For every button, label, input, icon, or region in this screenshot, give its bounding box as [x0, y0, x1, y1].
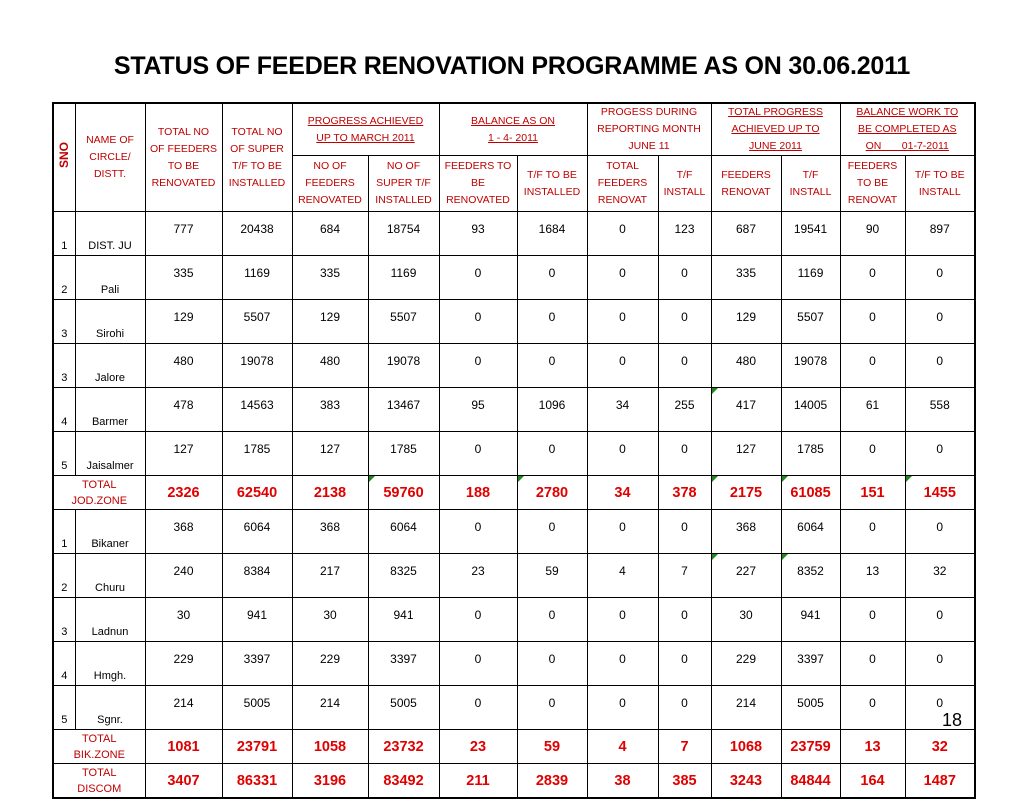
value-cell: 1169	[368, 256, 439, 300]
value-cell: 478	[145, 388, 222, 432]
sno-cell: 1	[53, 510, 75, 554]
district-name-cell: Hmgh.	[75, 642, 145, 686]
total-label: TOTAL JOD.ZONE	[53, 476, 145, 510]
value-cell: 2175	[711, 476, 781, 510]
value-cell: 129	[292, 300, 368, 344]
page-number: 18	[941, 710, 962, 730]
value-cell: 558	[905, 388, 975, 432]
value-cell: 3196	[292, 764, 368, 799]
value-cell: 19078	[368, 344, 439, 388]
value-cell: 0	[905, 344, 975, 388]
balance-work-header: BALANCE WORK TO BE COMPLETED AS ON 01-7-2011	[840, 103, 975, 156]
value-cell: 0	[587, 432, 658, 476]
value-cell: 480	[292, 344, 368, 388]
value-cell: 19541	[781, 212, 840, 256]
subheader-cell: TOTAL FEEDERS RENOVAT	[587, 156, 658, 212]
value-cell: 0	[840, 432, 905, 476]
sno-cell: 4	[53, 388, 75, 432]
value-cell: 1169	[222, 256, 292, 300]
value-cell: 0	[439, 686, 517, 730]
district-name-cell: Sirohi	[75, 300, 145, 344]
value-cell: 6064	[222, 510, 292, 554]
subheader-cell: FEEDERS TO BE RENOVATED	[439, 156, 517, 212]
table-row	[53, 642, 975, 686]
value-cell: 378	[658, 476, 711, 510]
value-cell: 6064	[781, 510, 840, 554]
value-cell: 19078	[222, 344, 292, 388]
sno-cell: 2	[53, 256, 75, 300]
value-cell: 1169	[781, 256, 840, 300]
table-body	[53, 212, 975, 799]
value-cell: 23732	[368, 730, 439, 764]
value-cell: 480	[145, 344, 222, 388]
value-cell: 8384	[222, 554, 292, 598]
value-cell: 0	[905, 300, 975, 344]
value-cell: 777	[145, 212, 222, 256]
value-cell: 0	[658, 510, 711, 554]
value-cell: 0	[587, 300, 658, 344]
value-cell: 13	[840, 554, 905, 598]
value-cell: 0	[658, 300, 711, 344]
sno-cell: 3	[53, 598, 75, 642]
value-cell: 687	[711, 212, 781, 256]
value-cell: 211	[439, 764, 517, 799]
value-cell: 0	[517, 642, 587, 686]
subheader-cell: T/F INSTALL	[658, 156, 711, 212]
value-cell: 30	[711, 598, 781, 642]
value-cell: 0	[439, 510, 517, 554]
value-cell: 5507	[368, 300, 439, 344]
value-cell: 4	[587, 554, 658, 598]
value-cell: 684	[292, 212, 368, 256]
sno-cell: 3	[53, 300, 75, 344]
value-cell: 5005	[368, 686, 439, 730]
value-cell: 0	[840, 344, 905, 388]
value-cell: 335	[711, 256, 781, 300]
sno-cell: 5	[53, 432, 75, 476]
value-cell: 61	[840, 388, 905, 432]
progress-march-header: PROGRESS ACHIEVED UP TO MARCH 2011	[292, 103, 439, 156]
value-cell: 2839	[517, 764, 587, 799]
table-header	[53, 103, 975, 212]
value-cell: 0	[905, 598, 975, 642]
table-row	[53, 300, 975, 344]
value-cell: 93	[439, 212, 517, 256]
value-cell: 227	[711, 554, 781, 598]
subheader-cell: FEEDERS TO BE RENOVAT	[840, 156, 905, 212]
sno-cell: 1	[53, 212, 75, 256]
value-cell: 0	[439, 344, 517, 388]
value-cell: 20438	[222, 212, 292, 256]
total-feeders-header: TOTAL NO OF FEEDERS TO BE RENOVATED	[145, 103, 222, 212]
value-cell: 23	[439, 730, 517, 764]
table-row	[53, 344, 975, 388]
value-cell: 5507	[222, 300, 292, 344]
slide-title: STATUS OF FEEDER RENOVATION PROGRAMME AS ON 30.06.2011	[113, 52, 911, 80]
value-cell: 5005	[781, 686, 840, 730]
table-row	[53, 432, 975, 476]
value-cell: 229	[145, 642, 222, 686]
total-tf-header: TOTAL NO OF SUPER T/F TO BE INSTALLED	[222, 103, 292, 212]
value-cell: 1068	[711, 730, 781, 764]
table-row	[53, 256, 975, 300]
value-cell: 3243	[711, 764, 781, 799]
value-cell: 62540	[222, 476, 292, 510]
value-cell: 335	[292, 256, 368, 300]
value-cell: 14563	[222, 388, 292, 432]
value-cell: 30	[292, 598, 368, 642]
value-cell: 383	[292, 388, 368, 432]
sno-header: SNO	[53, 103, 75, 212]
value-cell: 214	[292, 686, 368, 730]
value-cell: 5507	[781, 300, 840, 344]
table-row	[53, 686, 975, 730]
value-cell: 941	[368, 598, 439, 642]
value-cell: 7	[658, 730, 711, 764]
value-cell: 123	[658, 212, 711, 256]
value-cell: 240	[145, 554, 222, 598]
value-cell: 14005	[781, 388, 840, 432]
district-name-cell: Sgnr.	[75, 686, 145, 730]
total-row	[53, 764, 975, 799]
value-cell: 0	[658, 642, 711, 686]
value-cell: 0	[439, 598, 517, 642]
total-label: TOTAL DISCOM	[53, 764, 145, 799]
value-cell: 941	[222, 598, 292, 642]
value-cell: 0	[840, 300, 905, 344]
value-cell: 34	[587, 388, 658, 432]
value-cell: 1096	[517, 388, 587, 432]
sno-cell: 5	[53, 686, 75, 730]
total-label: TOTAL BIK.ZONE	[53, 730, 145, 764]
value-cell: 0	[840, 510, 905, 554]
value-cell: 0	[840, 686, 905, 730]
table-row	[53, 510, 975, 554]
value-cell: 61085	[781, 476, 840, 510]
value-cell: 127	[711, 432, 781, 476]
value-cell: 335	[145, 256, 222, 300]
value-cell: 1785	[222, 432, 292, 476]
balance-april-header: BALANCE AS ON 1 - 4- 2011	[439, 103, 587, 156]
district-name-cell: Barmer	[75, 388, 145, 432]
table-row	[53, 554, 975, 598]
value-cell: 0	[587, 344, 658, 388]
value-cell: 0	[658, 256, 711, 300]
value-cell: 7	[658, 554, 711, 598]
value-cell: 0	[905, 256, 975, 300]
value-cell: 127	[292, 432, 368, 476]
value-cell: 0	[905, 686, 975, 730]
value-cell: 1058	[292, 730, 368, 764]
value-cell: 0	[905, 642, 975, 686]
value-cell: 95	[439, 388, 517, 432]
value-cell: 0	[840, 642, 905, 686]
value-cell: 1785	[781, 432, 840, 476]
value-cell: 0	[439, 256, 517, 300]
feeder-status-table	[52, 102, 976, 799]
value-cell: 8352	[781, 554, 840, 598]
value-cell: 0	[517, 300, 587, 344]
value-cell: 0	[587, 510, 658, 554]
subheader-cell: T/F INSTALL	[781, 156, 840, 212]
value-cell: 164	[840, 764, 905, 799]
value-cell: 1081	[145, 730, 222, 764]
value-cell: 0	[517, 510, 587, 554]
value-cell: 86331	[222, 764, 292, 799]
table-row	[53, 388, 975, 432]
value-cell: 229	[292, 642, 368, 686]
sno-cell: 3	[53, 344, 75, 388]
value-cell: 30	[145, 598, 222, 642]
value-cell: 0	[840, 598, 905, 642]
district-name-cell: Jaisalmer	[75, 432, 145, 476]
value-cell: 385	[658, 764, 711, 799]
value-cell: 59	[517, 554, 587, 598]
value-cell: 1684	[517, 212, 587, 256]
subheader-cell: T/F TO BE INSTALLED	[517, 156, 587, 212]
value-cell: 23759	[781, 730, 840, 764]
value-cell: 0	[439, 642, 517, 686]
value-cell: 3397	[368, 642, 439, 686]
value-cell: 229	[711, 642, 781, 686]
value-cell: 151	[840, 476, 905, 510]
value-cell: 4	[587, 730, 658, 764]
value-cell: 0	[658, 344, 711, 388]
subheader-cell: T/F TO BE INSTALL	[905, 156, 975, 212]
total-progress-header: TOTAL PROGRESS ACHIEVED UP TO JUNE 2011	[711, 103, 840, 156]
value-cell: 480	[711, 344, 781, 388]
district-name-cell: Churu	[75, 554, 145, 598]
sno-cell: 4	[53, 642, 75, 686]
value-cell: 90	[840, 212, 905, 256]
value-cell: 897	[905, 212, 975, 256]
value-cell: 941	[781, 598, 840, 642]
value-cell: 0	[587, 598, 658, 642]
value-cell: 32	[905, 554, 975, 598]
value-cell: 83492	[368, 764, 439, 799]
value-cell: 0	[439, 300, 517, 344]
value-cell: 1785	[368, 432, 439, 476]
value-cell: 0	[517, 686, 587, 730]
sno-cell: 2	[53, 554, 75, 598]
total-row	[53, 730, 975, 764]
value-cell: 127	[145, 432, 222, 476]
value-cell: 368	[711, 510, 781, 554]
value-cell: 368	[145, 510, 222, 554]
value-cell: 0	[658, 432, 711, 476]
value-cell: 23	[439, 554, 517, 598]
value-cell: 3397	[781, 642, 840, 686]
value-cell: 38	[587, 764, 658, 799]
district-name-cell: DIST. JU	[75, 212, 145, 256]
value-cell: 8325	[368, 554, 439, 598]
value-cell: 18754	[368, 212, 439, 256]
value-cell: 0	[439, 432, 517, 476]
district-name-cell: Ladnun	[75, 598, 145, 642]
value-cell: 0	[905, 510, 975, 554]
value-cell: 2780	[517, 476, 587, 510]
value-cell: 255	[658, 388, 711, 432]
value-cell: 1487	[905, 764, 975, 799]
district-name-cell: Jalore	[75, 344, 145, 388]
table-row	[53, 212, 975, 256]
value-cell: 129	[711, 300, 781, 344]
table-row	[53, 598, 975, 642]
value-cell: 214	[711, 686, 781, 730]
value-cell: 19078	[781, 344, 840, 388]
value-cell: 0	[517, 344, 587, 388]
subheader-cell: FEEDERS RENOVAT	[711, 156, 781, 212]
value-cell: 0	[587, 256, 658, 300]
value-cell: 0	[587, 212, 658, 256]
district-name-cell: Pali	[75, 256, 145, 300]
value-cell: 5005	[222, 686, 292, 730]
value-cell: 214	[145, 686, 222, 730]
district-name-cell: Bikaner	[75, 510, 145, 554]
value-cell: 2138	[292, 476, 368, 510]
value-cell: 6064	[368, 510, 439, 554]
value-cell: 32	[905, 730, 975, 764]
value-cell: 0	[517, 432, 587, 476]
value-cell: 0	[517, 598, 587, 642]
value-cell: 3407	[145, 764, 222, 799]
value-cell: 217	[292, 554, 368, 598]
total-row	[53, 476, 975, 510]
value-cell: 34	[587, 476, 658, 510]
progress-month-header: PROGESS DURING REPORTING MONTH JUNE 11	[587, 103, 711, 156]
value-cell: 129	[145, 300, 222, 344]
value-cell: 59	[517, 730, 587, 764]
value-cell: 0	[658, 598, 711, 642]
value-cell: 368	[292, 510, 368, 554]
value-cell: 0	[587, 642, 658, 686]
value-cell: 3397	[222, 642, 292, 686]
value-cell: 1455	[905, 476, 975, 510]
value-cell: 0	[587, 686, 658, 730]
value-cell: 0	[658, 686, 711, 730]
name-header: NAME OF CIRCLE/ DISTT.	[75, 103, 145, 212]
value-cell: 59760	[368, 476, 439, 510]
subheader-cell: NO OF FEEDERS RENOVATED	[292, 156, 368, 212]
value-cell: 13467	[368, 388, 439, 432]
value-cell: 2326	[145, 476, 222, 510]
value-cell: 0	[517, 256, 587, 300]
value-cell: 13	[840, 730, 905, 764]
value-cell: 23791	[222, 730, 292, 764]
subheader-cell: NO OF SUPER T/F INSTALLED	[368, 156, 439, 212]
value-cell: 417	[711, 388, 781, 432]
value-cell: 0	[905, 432, 975, 476]
value-cell: 188	[439, 476, 517, 510]
value-cell: 0	[840, 256, 905, 300]
value-cell: 84844	[781, 764, 840, 799]
